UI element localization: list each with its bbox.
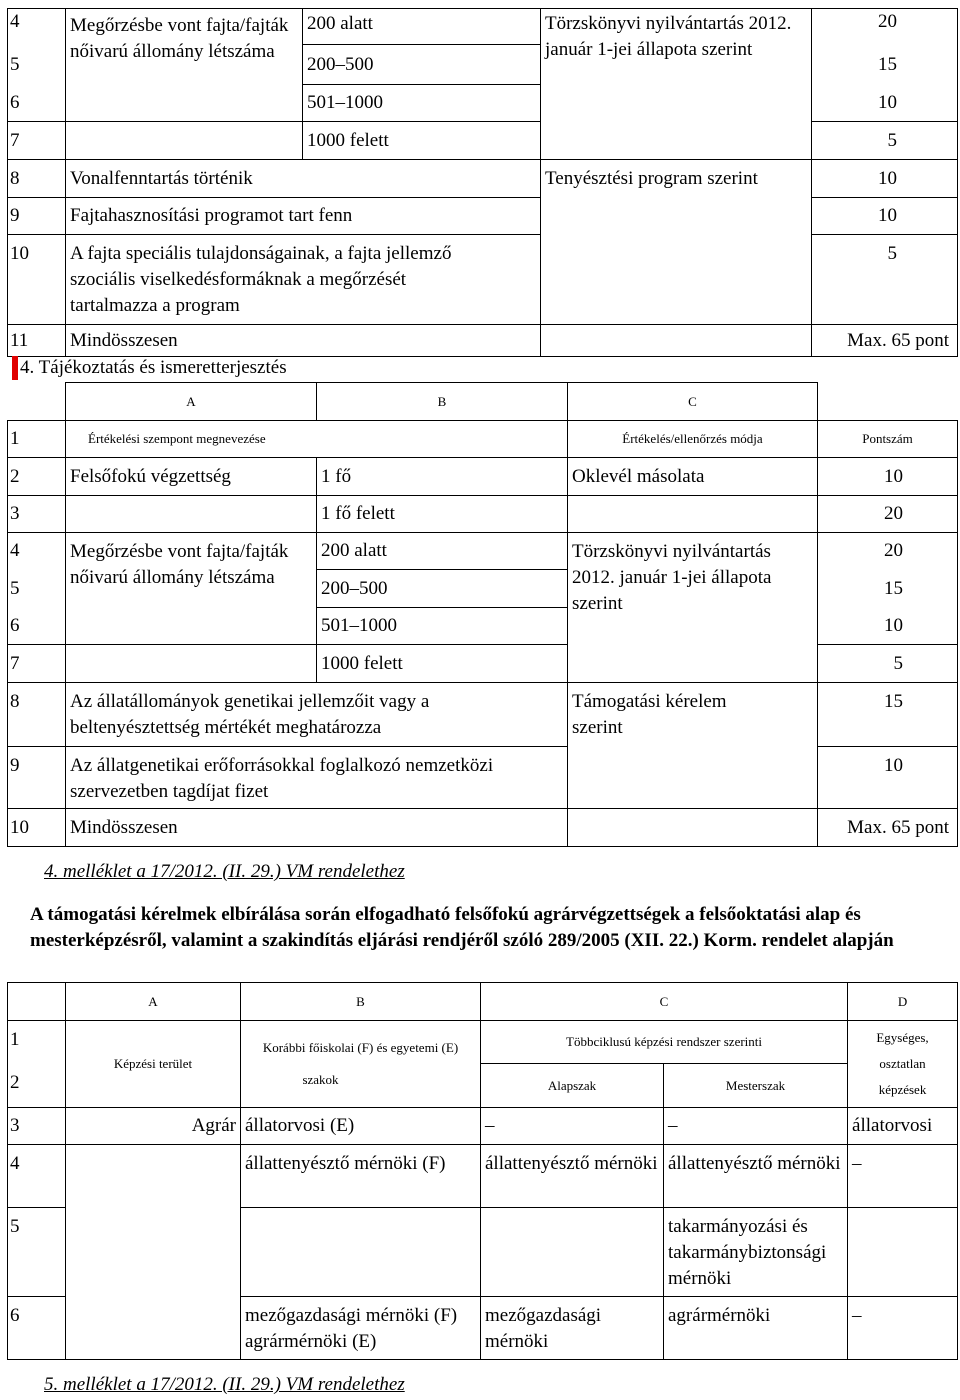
- row-range: 1000 felett: [303, 122, 541, 160]
- table-row: [8, 122, 958, 160]
- row-score: 5: [812, 122, 958, 160]
- row-number: 6: [8, 1297, 66, 1360]
- row-number: 2: [8, 1064, 66, 1108]
- table-row: [8, 235, 958, 325]
- row-number: 8: [8, 160, 66, 198]
- row-method: Törzskönyvi nyilvántartás 2012. január 1-jei állapota szerint: [568, 533, 818, 683]
- table-row: [8, 325, 958, 357]
- table-row: [8, 458, 958, 496]
- row-range: 200 alatt: [303, 9, 541, 45]
- row-number: 7: [8, 645, 66, 683]
- row-score: 15: [812, 45, 958, 85]
- change-marker: [12, 356, 18, 380]
- column-header: Egységes, osztatlan képzések: [848, 1021, 958, 1108]
- column-letter: C: [568, 383, 818, 421]
- row-number: 5: [8, 45, 66, 85]
- table-row: [8, 9, 958, 45]
- row-number: 4: [8, 9, 66, 45]
- row-score: 10: [812, 160, 958, 198]
- row-number: 6: [8, 608, 66, 645]
- column-letter: C: [481, 983, 848, 1021]
- column-header: Többciklusú képzési rendszer szerinti: [481, 1021, 848, 1064]
- row-former-degree: állattenyésztő mérnöki (F): [241, 1145, 481, 1208]
- table-row: [8, 1145, 958, 1208]
- table-row: [8, 496, 958, 533]
- row-score: 15: [818, 683, 958, 747]
- column-header: Értékelés/ellenőrzés módja: [568, 421, 818, 458]
- column-letter: B: [241, 983, 481, 1021]
- annex-heading: 5. melléklet a 17/2012. (II. 29.) VM rendelethez: [44, 1374, 405, 1395]
- row-number: 9: [8, 198, 66, 235]
- row-number: 5: [8, 570, 66, 608]
- table-header-letters: [8, 383, 958, 421]
- row-undivided: állatorvosi: [848, 1108, 958, 1145]
- row-number: 3: [8, 496, 66, 533]
- row-number: 3: [8, 1108, 66, 1145]
- row-range: 200–500: [303, 45, 541, 85]
- row-range: 1 fő: [317, 458, 568, 496]
- row-number: 6: [8, 85, 66, 122]
- row-number: 10: [8, 809, 66, 847]
- row-number: 4: [8, 1145, 66, 1208]
- section-title: 4. Tájékoztatás és ismeretterjesztés: [12, 356, 287, 380]
- row-criterion: Mindösszesen: [66, 809, 568, 847]
- row-score: 20: [818, 496, 958, 533]
- row-score: 5: [818, 645, 958, 683]
- row-master: –: [664, 1108, 848, 1145]
- column-header: Értékelési szempont megnevezése: [66, 421, 568, 458]
- row-number: 4: [8, 533, 66, 570]
- row-former-degree: mezőgazdasági mérnöki (F) agrármérnöki (E): [241, 1297, 481, 1360]
- row-method: Tenyésztési program szerint: [541, 160, 812, 325]
- column-header: Alapszak: [481, 1064, 664, 1108]
- row-score: 10: [818, 747, 958, 809]
- row-score: 20: [818, 533, 958, 570]
- row-score: 20: [812, 9, 958, 45]
- table-header-letters: [8, 983, 958, 1021]
- annex-heading: 4. melléklet a 17/2012. (II. 29.) VM rendelethez: [44, 861, 405, 882]
- row-bachelor: mezőgazdasági mérnöki: [481, 1297, 664, 1360]
- column-header: Pontszám: [818, 421, 958, 458]
- table-degrees: [7, 982, 958, 1360]
- row-score: 10: [812, 85, 958, 122]
- row-method: Oklevél másolata: [568, 458, 818, 496]
- row-criterion: Az állatállományok genetikai jellemzőit vagy a beltenyésztettség mértékét meghatározza: [66, 683, 568, 747]
- row-score: 15: [818, 570, 958, 608]
- row-criterion: Megőrzésbe vont fajta/fajták nőivarú állomány létszáma: [66, 533, 317, 645]
- column-letter: A: [66, 383, 317, 421]
- row-master: agrármérnöki: [664, 1297, 848, 1360]
- row-criterion: Az állatgenetikai erőforrásokkal foglalkozó nemzetközi szervezetben tagdíjat fizet: [66, 747, 568, 809]
- row-criterion: Vonalfenntartás történik: [66, 160, 541, 198]
- table-row: [8, 160, 958, 198]
- row-score: 10: [818, 608, 958, 645]
- row-master: állattenyésztő mérnöki: [664, 1145, 848, 1208]
- table-continuation: [7, 8, 958, 357]
- table-header-row: [8, 1021, 958, 1064]
- row-range: 200 alatt: [317, 533, 568, 570]
- row-method: Törzskönyvi nyilvántartás 2012. január 1-jei állapota szerint: [541, 9, 812, 160]
- column-letter: D: [848, 983, 958, 1021]
- row-score: Max. 65 pont: [812, 325, 958, 357]
- row-criterion: Fajtahasznosítási programot tart fenn: [66, 198, 541, 235]
- row-number: 1: [8, 421, 66, 458]
- row-number: 8: [8, 683, 66, 747]
- row-bachelor: –: [481, 1108, 664, 1145]
- table-row: [8, 1108, 958, 1145]
- row-range: 1000 felett: [317, 645, 568, 683]
- row-criterion: Mindösszesen: [66, 325, 541, 357]
- table-row: [8, 198, 958, 235]
- table-row: [8, 683, 958, 747]
- row-bachelor: állattenyésztő mérnöki: [481, 1145, 664, 1208]
- row-range: 200–500: [317, 570, 568, 608]
- annex-description: A támogatási kérelmek elbírálása során elfogadható felsőfokú agrárvégzettségek a felsőoktatási alap és mesterképzésről, valamint a szakindítás eljárási rendjéről szóló 289/2005 (XII. 22.) Korm. rendelet alapján: [30, 904, 894, 951]
- table-row: [8, 533, 958, 570]
- row-number: 1: [8, 1021, 66, 1064]
- row-undivided: –: [848, 1145, 958, 1208]
- row-score: 5: [812, 235, 958, 325]
- column-header: Korábbi főiskolai (F) és egyetemi (E) szakok: [241, 1021, 481, 1108]
- row-criterion: Felsőfokú végzettség: [66, 458, 317, 496]
- row-criterion: Megőrzésbe vont fajta/fajták nőivarú állomány létszáma: [66, 9, 303, 122]
- table-row: [8, 809, 958, 847]
- row-number: 7: [8, 122, 66, 160]
- row-number: 11: [8, 325, 66, 357]
- row-criterion: A fajta speciális tulajdonságainak, a fajta jellemző szociális viselkedésformáknak a megőrzését tartalmazza a program: [66, 235, 541, 325]
- row-range: 501–1000: [303, 85, 541, 122]
- row-undivided: –: [848, 1297, 958, 1360]
- column-header: Mesterszak: [664, 1064, 848, 1108]
- table-information: [7, 382, 958, 847]
- column-letter: A: [66, 983, 241, 1021]
- row-number: 5: [8, 1208, 66, 1297]
- column-header: Képzési terület: [66, 1021, 241, 1108]
- row-score: Max. 65 pont: [818, 809, 958, 847]
- row-number: 9: [8, 747, 66, 809]
- row-former-degree: állatorvosi (E): [241, 1108, 481, 1145]
- column-letter: B: [317, 383, 568, 421]
- row-range: 501–1000: [317, 608, 568, 645]
- row-range: 1 fő felett: [317, 496, 568, 533]
- row-score: 10: [818, 458, 958, 496]
- row-method: Támogatási kérelem szerint: [568, 683, 818, 809]
- row-area: Agrár: [66, 1108, 241, 1145]
- row-master: takarmányozási és takarmánybiztonsági mérnöki: [664, 1208, 848, 1297]
- row-number: 2: [8, 458, 66, 496]
- row-number: 10: [8, 235, 66, 325]
- row-score: 10: [812, 198, 958, 235]
- table-header-row: [8, 421, 958, 458]
